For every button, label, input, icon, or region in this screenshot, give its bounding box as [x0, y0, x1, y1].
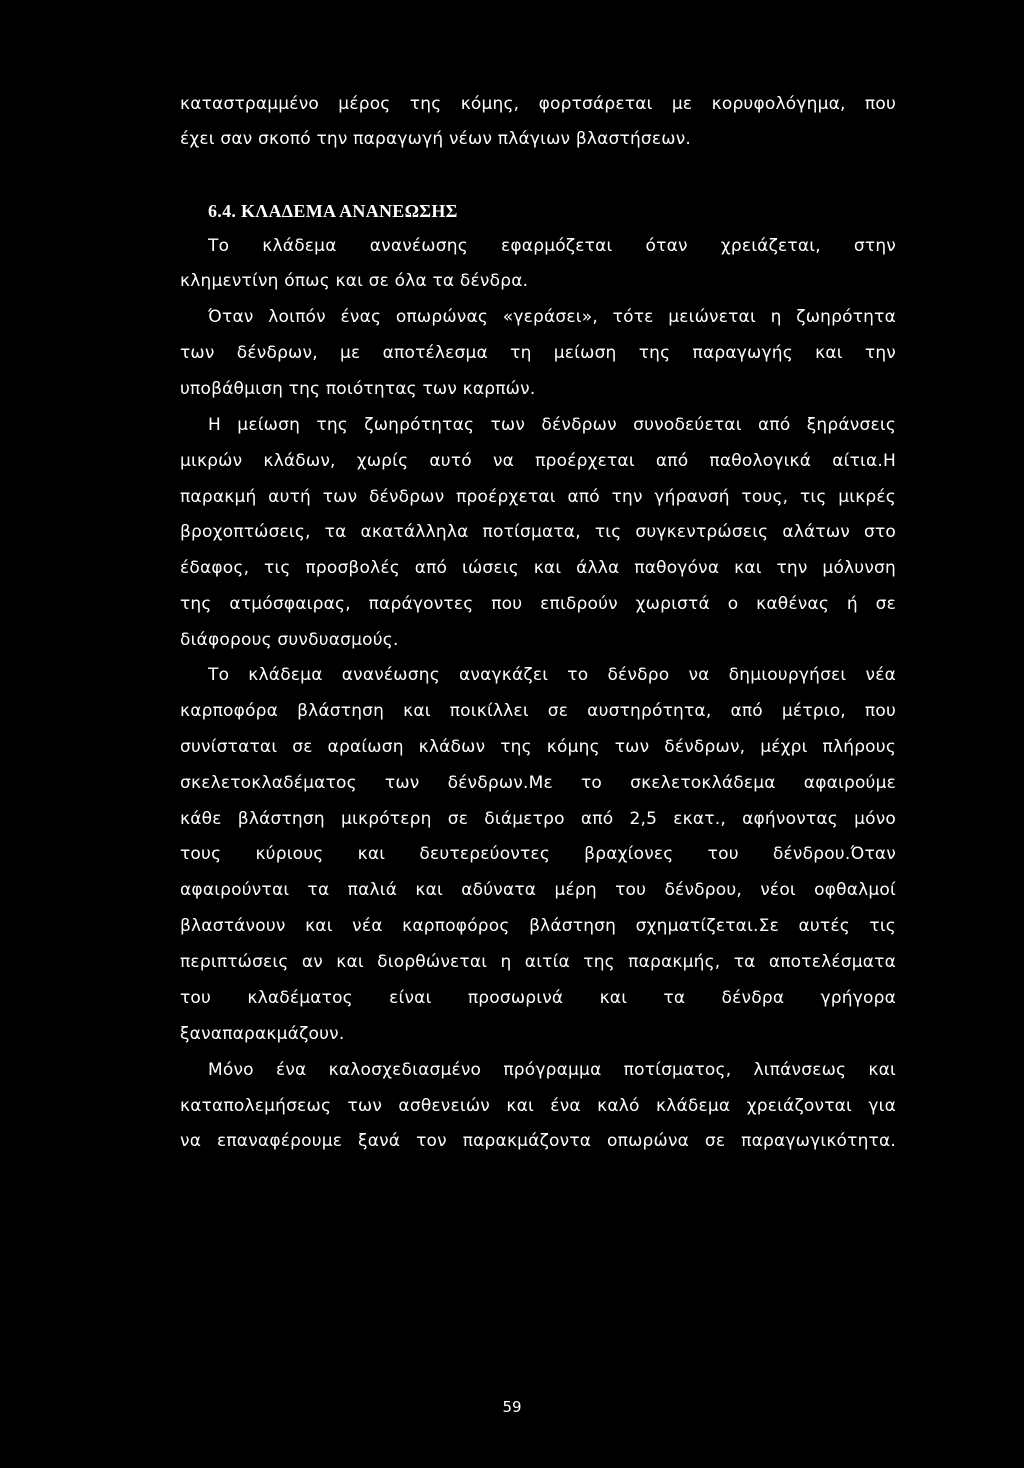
- text-line: καταπολεμήσεως των ασθενειών και ένα καλό κλάδεμα χρειάζονται για: [180, 1096, 896, 1116]
- text-line: Μόνο ένα καλοσχεδιασμένο πρόγραμμα ποτίσματος, λιπάνσεως και: [208, 1060, 896, 1080]
- text-line: της ατμόσφαιρας, παράγοντες που επιδρούν χωριστά ο καθένας ή σε: [180, 594, 896, 614]
- text-line: καταστραμμένο μέρος της κόμης, φορτσάρεται με κορυφολόγημα, που: [180, 94, 896, 114]
- text-line: μικρών κλάδων, χωρίς αυτό να προέρχεται από παθολογικά αίτια.Η: [180, 451, 896, 471]
- text-line: διάφορους συνδυασμούς.: [180, 630, 399, 650]
- text-line: καρποφόρα βλάστηση και ποικίλλει σε αυστηρότητα, από μέτριο, που: [180, 701, 896, 721]
- text-line: να επαναφέρουμε ξανά τον παρακμάζοντα οπωρώνα σε παραγωγικότητα.: [180, 1131, 896, 1151]
- section-heading: 6.4. ΚΛΑΔΕΜΑ ΑΝΑΝΕΩΣΗΣ: [208, 201, 458, 221]
- text-line: έχει σαν σκοπό την παραγωγή νέων πλάγιων βλαστήσεων.: [180, 129, 692, 149]
- text-line: αφαιρούνται τα παλιά και αδύνατα μέρη του δένδρου, νέοι οφθαλμοί: [180, 880, 896, 900]
- text-line: σκελετοκλαδέματος των δένδρων.Με το σκελετοκλάδεμα αφαιρούμε: [180, 773, 896, 793]
- text-line: παρακμή αυτή των δένδρων προέρχεται από την γήρανσή τους, τις μικρές: [180, 487, 896, 507]
- text-line: βλαστάνουν και νέα καρποφόρος βλάστηση σχηματίζεται.Σε αυτές τις: [180, 916, 896, 936]
- text-line: Όταν λοιπόν ένας οπωρώνας «γεράσει», τότε μειώνεται η ζωηρότητα: [208, 307, 896, 327]
- page-number: 59: [502, 1398, 522, 1416]
- text-line: βροχοπτώσεις, τα ακατάλληλα ποτίσματα, τις συγκεντρώσεις αλάτων στο: [180, 522, 896, 542]
- text-line: Η μείωση της ζωηρότητας των δένδρων συνοδεύεται από ξηράνσεις: [208, 415, 896, 435]
- text-line: ξαναπαρακμάζουν.: [180, 1024, 345, 1044]
- text-line: των δένδρων, με αποτέλεσμα τη μείωση της παραγωγής και την: [180, 343, 896, 363]
- text-line: κάθε βλάστηση μικρότερη σε διάμετρο από 2,5 εκατ., αφήνοντας μόνο: [180, 809, 896, 829]
- text-line: τους κύριους και δευτερεύοντες βραχίονες του δένδρου.Όταν: [180, 844, 896, 864]
- text-line: περιπτώσεις αν και διορθώνεται η αιτία της παρακμής, τα αποτελέσματα: [180, 952, 896, 972]
- text-line: υποβάθμιση της ποιότητας των καρπών.: [180, 379, 536, 399]
- text-line: συνίσταται σε αραίωση κλάδων της κόμης των δένδρων, μέχρι πλήρους: [180, 737, 896, 757]
- text-line: έδαφος, τις προσβολές από ιώσεις και άλλα παθογόνα και την μόλυνση: [180, 558, 896, 578]
- text-line: Το κλάδεμα ανανέωσης εφαρμόζεται όταν χρειάζεται, στην: [208, 236, 896, 256]
- text-line: κλημεντίνη όπως και σε όλα τα δένδρα.: [180, 271, 529, 291]
- text-line: του κλαδέματος είναι προσωρινά και τα δένδρα γρήγορα: [180, 988, 896, 1008]
- text-line: Το κλάδεμα ανανέωσης αναγκάζει το δένδρο να δημιουργήσει νέα: [208, 665, 896, 685]
